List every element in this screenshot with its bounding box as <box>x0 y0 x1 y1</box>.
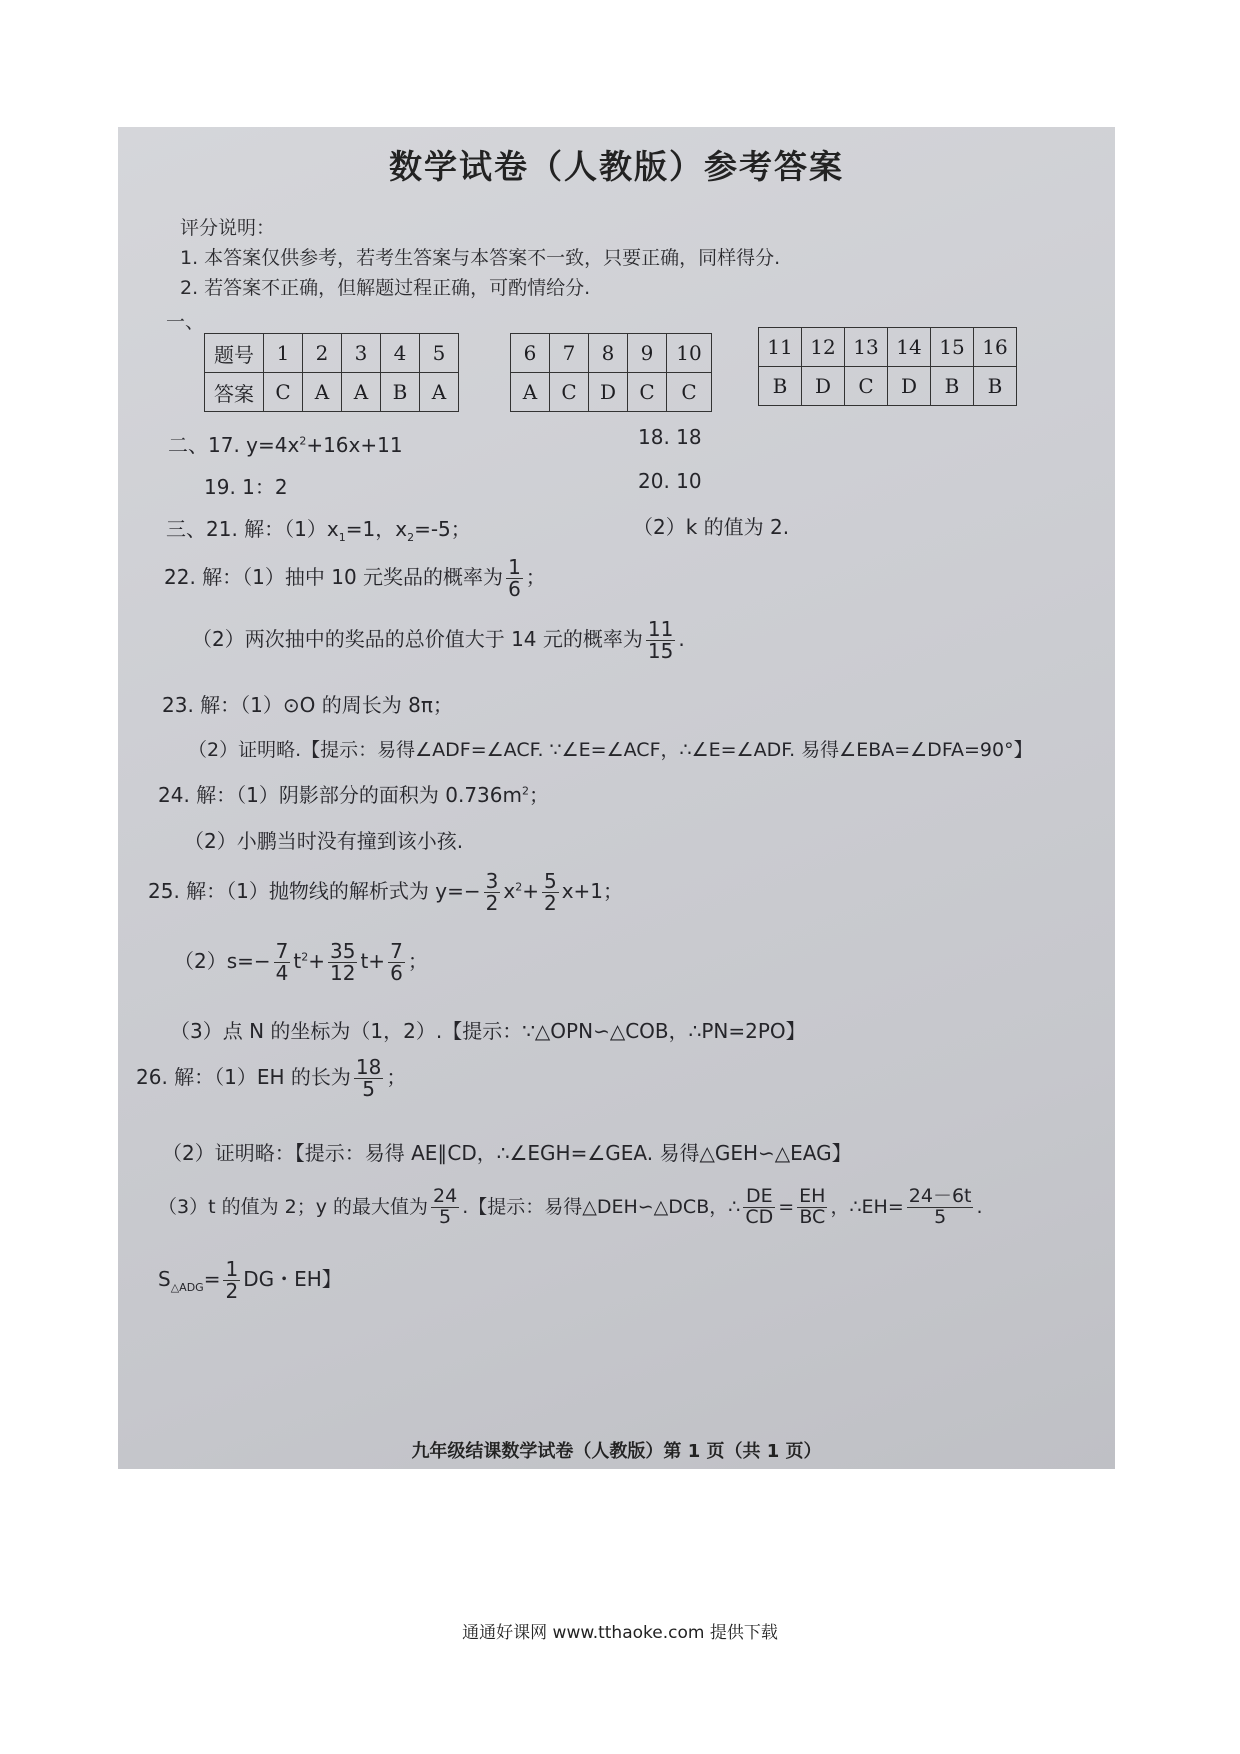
denominator: BC <box>799 1205 826 1228</box>
exponent: 2 <box>515 880 523 894</box>
table-cell: C <box>667 373 712 412</box>
variable: t <box>293 949 302 973</box>
answer-22-part-1 <box>164 557 546 600</box>
table-cell: 12 <box>802 328 845 367</box>
answer-22a-text: 22. 解：（1）抽中 10 元奖品的概率为 <box>164 565 504 589</box>
subscript: 2 <box>407 531 415 544</box>
denominator: 5 <box>439 1205 452 1228</box>
table-cell: C <box>264 373 303 412</box>
answer-25-part-3: （3）点 N 的坐标为（1，2）.【提示：∵△OPN∽△COB，∴PN=2PO】 <box>170 1019 806 1043</box>
numerator: 7 <box>390 939 403 963</box>
exponent: 2 <box>299 434 307 448</box>
table-cell: 2 <box>303 334 342 373</box>
table-cell: 6 <box>511 334 550 373</box>
table-cell: A <box>303 373 342 412</box>
answer-21-part-1 <box>166 513 471 544</box>
punctuation: ； <box>528 783 549 807</box>
answer-20: 20. 10 <box>638 469 702 493</box>
answer-17 <box>168 429 403 458</box>
answer-21-end: =-5； <box>414 517 471 541</box>
denominator: CD <box>745 1205 774 1228</box>
table-cell: 13 <box>845 328 888 367</box>
answer-26a-text: 26. 解：（1）EH 的长为 <box>136 1065 351 1089</box>
operator: + <box>522 879 539 903</box>
denominator: 15 <box>647 639 674 663</box>
subscript: 1 <box>338 531 346 544</box>
section-1-label: 一、 <box>166 311 205 333</box>
punctuation: ； <box>386 1065 407 1089</box>
answer-26c-text: （3）t 的值为 2；y 的最大值为 <box>158 1195 428 1218</box>
section-2-label: 二、 <box>168 433 208 457</box>
table-cell: D <box>888 367 931 406</box>
denominator: 12 <box>330 961 356 985</box>
answer-17-rest: +16x+11 <box>306 433 403 457</box>
numerator: 7 <box>275 939 289 963</box>
fraction <box>907 1187 974 1228</box>
numerator: EH <box>799 1185 826 1207</box>
answer-23-part-2: （2）证明略.【提示：易得∠ADF=∠ACF. ∵∠E=∠ACF，∴∠E=∠ADF. 易得∠EBA=∠DFA=90°】 <box>188 739 1033 761</box>
answer-26-part-3 <box>158 1187 983 1228</box>
answer-table-1-5 <box>204 333 459 412</box>
fraction <box>646 619 675 662</box>
table-cell: 1 <box>264 334 303 373</box>
punctuation: . <box>976 1195 983 1218</box>
numerator: 11 <box>647 617 674 641</box>
answer-24-part-1 <box>158 779 549 808</box>
answer-23-part-1: 23. 解：（1）⊙O 的周长为 8π； <box>162 693 453 717</box>
table-cell: D <box>802 367 845 406</box>
answer-table-11-16 <box>758 327 1017 406</box>
answer-25-part-2 <box>174 941 428 984</box>
answer-26c-hint: .【提示：易得△DEH∽△DCB，∴ <box>462 1195 741 1218</box>
table-row <box>511 373 712 412</box>
table-cell: A <box>342 373 381 412</box>
fraction <box>223 1259 240 1302</box>
table-row <box>759 328 1017 367</box>
denominator: 5 <box>934 1205 947 1228</box>
answer-26-part-2: （2）证明略：【提示：易得 AE∥CD，∴∠EGH=∠GEA. 易得△GEH∽△EAG】 <box>162 1141 852 1165</box>
answer-table-6-10 <box>510 333 712 412</box>
table-cell: 8 <box>589 334 628 373</box>
answer-26c-hint-2: ，∴EH= <box>830 1195 904 1218</box>
numerator: DE <box>743 1187 775 1208</box>
variable: t+ <box>360 949 386 973</box>
page-footer: 九年级结课数学试卷（人教版）第 1 页（共 1 页） <box>411 1441 822 1462</box>
operator: = <box>778 1195 795 1218</box>
operator: = <box>203 1267 221 1291</box>
answer-21-text: 21. 解：（1）x <box>206 517 339 541</box>
row-label-answer: 答案 <box>205 373 264 412</box>
table-cell: 15 <box>931 328 974 367</box>
table-cell: 5 <box>420 334 459 373</box>
answer-25a-end: x+1； <box>561 879 624 903</box>
table-cell: 7 <box>550 334 589 373</box>
fraction <box>354 1057 383 1100</box>
answer-26d-end: DG・EH】 <box>243 1267 342 1291</box>
answer-21-mid: =1，x <box>345 517 408 541</box>
fraction <box>542 871 559 914</box>
fraction <box>743 1187 775 1228</box>
fraction <box>388 941 405 984</box>
answer-22b-text: （2）两次抽中的奖品的总价值大于 14 元的概率为 <box>192 627 643 651</box>
numerator: 24－6t <box>908 1185 972 1207</box>
numerator: 1 <box>225 1257 239 1281</box>
punctuation: . <box>678 627 685 651</box>
answer-26-part-1 <box>136 1057 406 1100</box>
operator: + <box>308 949 326 973</box>
table-row <box>205 373 459 412</box>
notes-heading: 评分说明： <box>180 217 276 239</box>
table-row <box>759 367 1017 406</box>
denominator: 2 <box>485 891 499 915</box>
numerator: 18 <box>355 1055 382 1079</box>
table-row <box>511 334 712 373</box>
numerator: 1 <box>508 555 521 579</box>
table-cell: C <box>550 373 589 412</box>
table-cell: 11 <box>759 328 802 367</box>
note-1: 1. 本答案仅供参考，若考生答案与本答案不一致，只要正确，同样得分. <box>180 247 781 269</box>
table-cell: B <box>931 367 974 406</box>
table-cell: B <box>381 373 420 412</box>
answer-24a-text: 24. 解：（1）阴影部分的面积为 0.736m <box>158 783 522 807</box>
answer-25a-text: 25. 解：（1）抛物线的解析式为 y=− <box>148 879 481 903</box>
exponent: 2 <box>521 784 529 798</box>
table-cell: 3 <box>342 334 381 373</box>
table-cell: 4 <box>381 334 420 373</box>
punctuation: ； <box>525 565 546 589</box>
fraction <box>328 941 357 984</box>
row-label-question: 题号 <box>205 334 264 373</box>
denominator: 6 <box>390 961 403 985</box>
scanned-answer-sheet <box>118 127 1115 1469</box>
table-cell: B <box>974 367 1017 406</box>
answer-25-part-1 <box>148 871 623 914</box>
table-cell: A <box>420 373 459 412</box>
document-title: 数学试卷（人教版）参考答案 <box>389 147 844 186</box>
numerator: 3 <box>485 869 499 893</box>
answer-17-text: 17. y=4x <box>208 433 300 457</box>
denominator: 5 <box>362 1077 376 1101</box>
subscript: △ADG <box>170 1281 204 1294</box>
denominator: 4 <box>275 961 289 985</box>
denominator: 2 <box>225 1279 239 1303</box>
site-footer: 通通好课网 www.tthaoke.com 提供下载 <box>462 1623 778 1643</box>
answer-25b-text: （2）s=− <box>174 949 271 973</box>
numerator: 35 <box>330 939 356 963</box>
section-3-label: 三、 <box>166 517 206 541</box>
answer-22-part-2 <box>192 619 685 662</box>
answer-18: 18. 18 <box>638 425 702 449</box>
answer-21-part-2: （2）k 的值为 2. <box>633 515 790 539</box>
table-cell: 16 <box>974 328 1017 367</box>
variable: x <box>503 879 516 903</box>
numerator: 24 <box>433 1185 458 1207</box>
table-cell: C <box>845 367 888 406</box>
denominator: 2 <box>543 891 557 915</box>
table-cell: D <box>589 373 628 412</box>
fraction <box>431 1187 459 1228</box>
denominator: 6 <box>508 577 521 601</box>
table-cell: 14 <box>888 328 931 367</box>
table-cell: 10 <box>667 334 712 373</box>
answer-19: 19. 1：2 <box>204 475 288 499</box>
numerator: 5 <box>543 869 557 893</box>
punctuation: ； <box>407 949 428 973</box>
exponent: 2 <box>301 950 309 964</box>
table-cell: C <box>628 373 667 412</box>
answer-24-part-2: （2）小鹏当时没有撞到该小孩. <box>184 829 464 853</box>
fraction <box>506 557 523 600</box>
area-symbol: S <box>158 1267 171 1291</box>
table-row <box>205 334 459 373</box>
table-cell: A <box>511 373 550 412</box>
answer-26-part-4 <box>158 1259 342 1302</box>
table-cell: B <box>759 367 802 406</box>
note-2: 2. 若答案不正确，但解题过程正确，可酌情给分. <box>180 277 591 299</box>
fraction <box>484 871 501 914</box>
fraction <box>274 941 291 984</box>
fraction <box>797 1187 827 1228</box>
table-cell: 9 <box>628 334 667 373</box>
